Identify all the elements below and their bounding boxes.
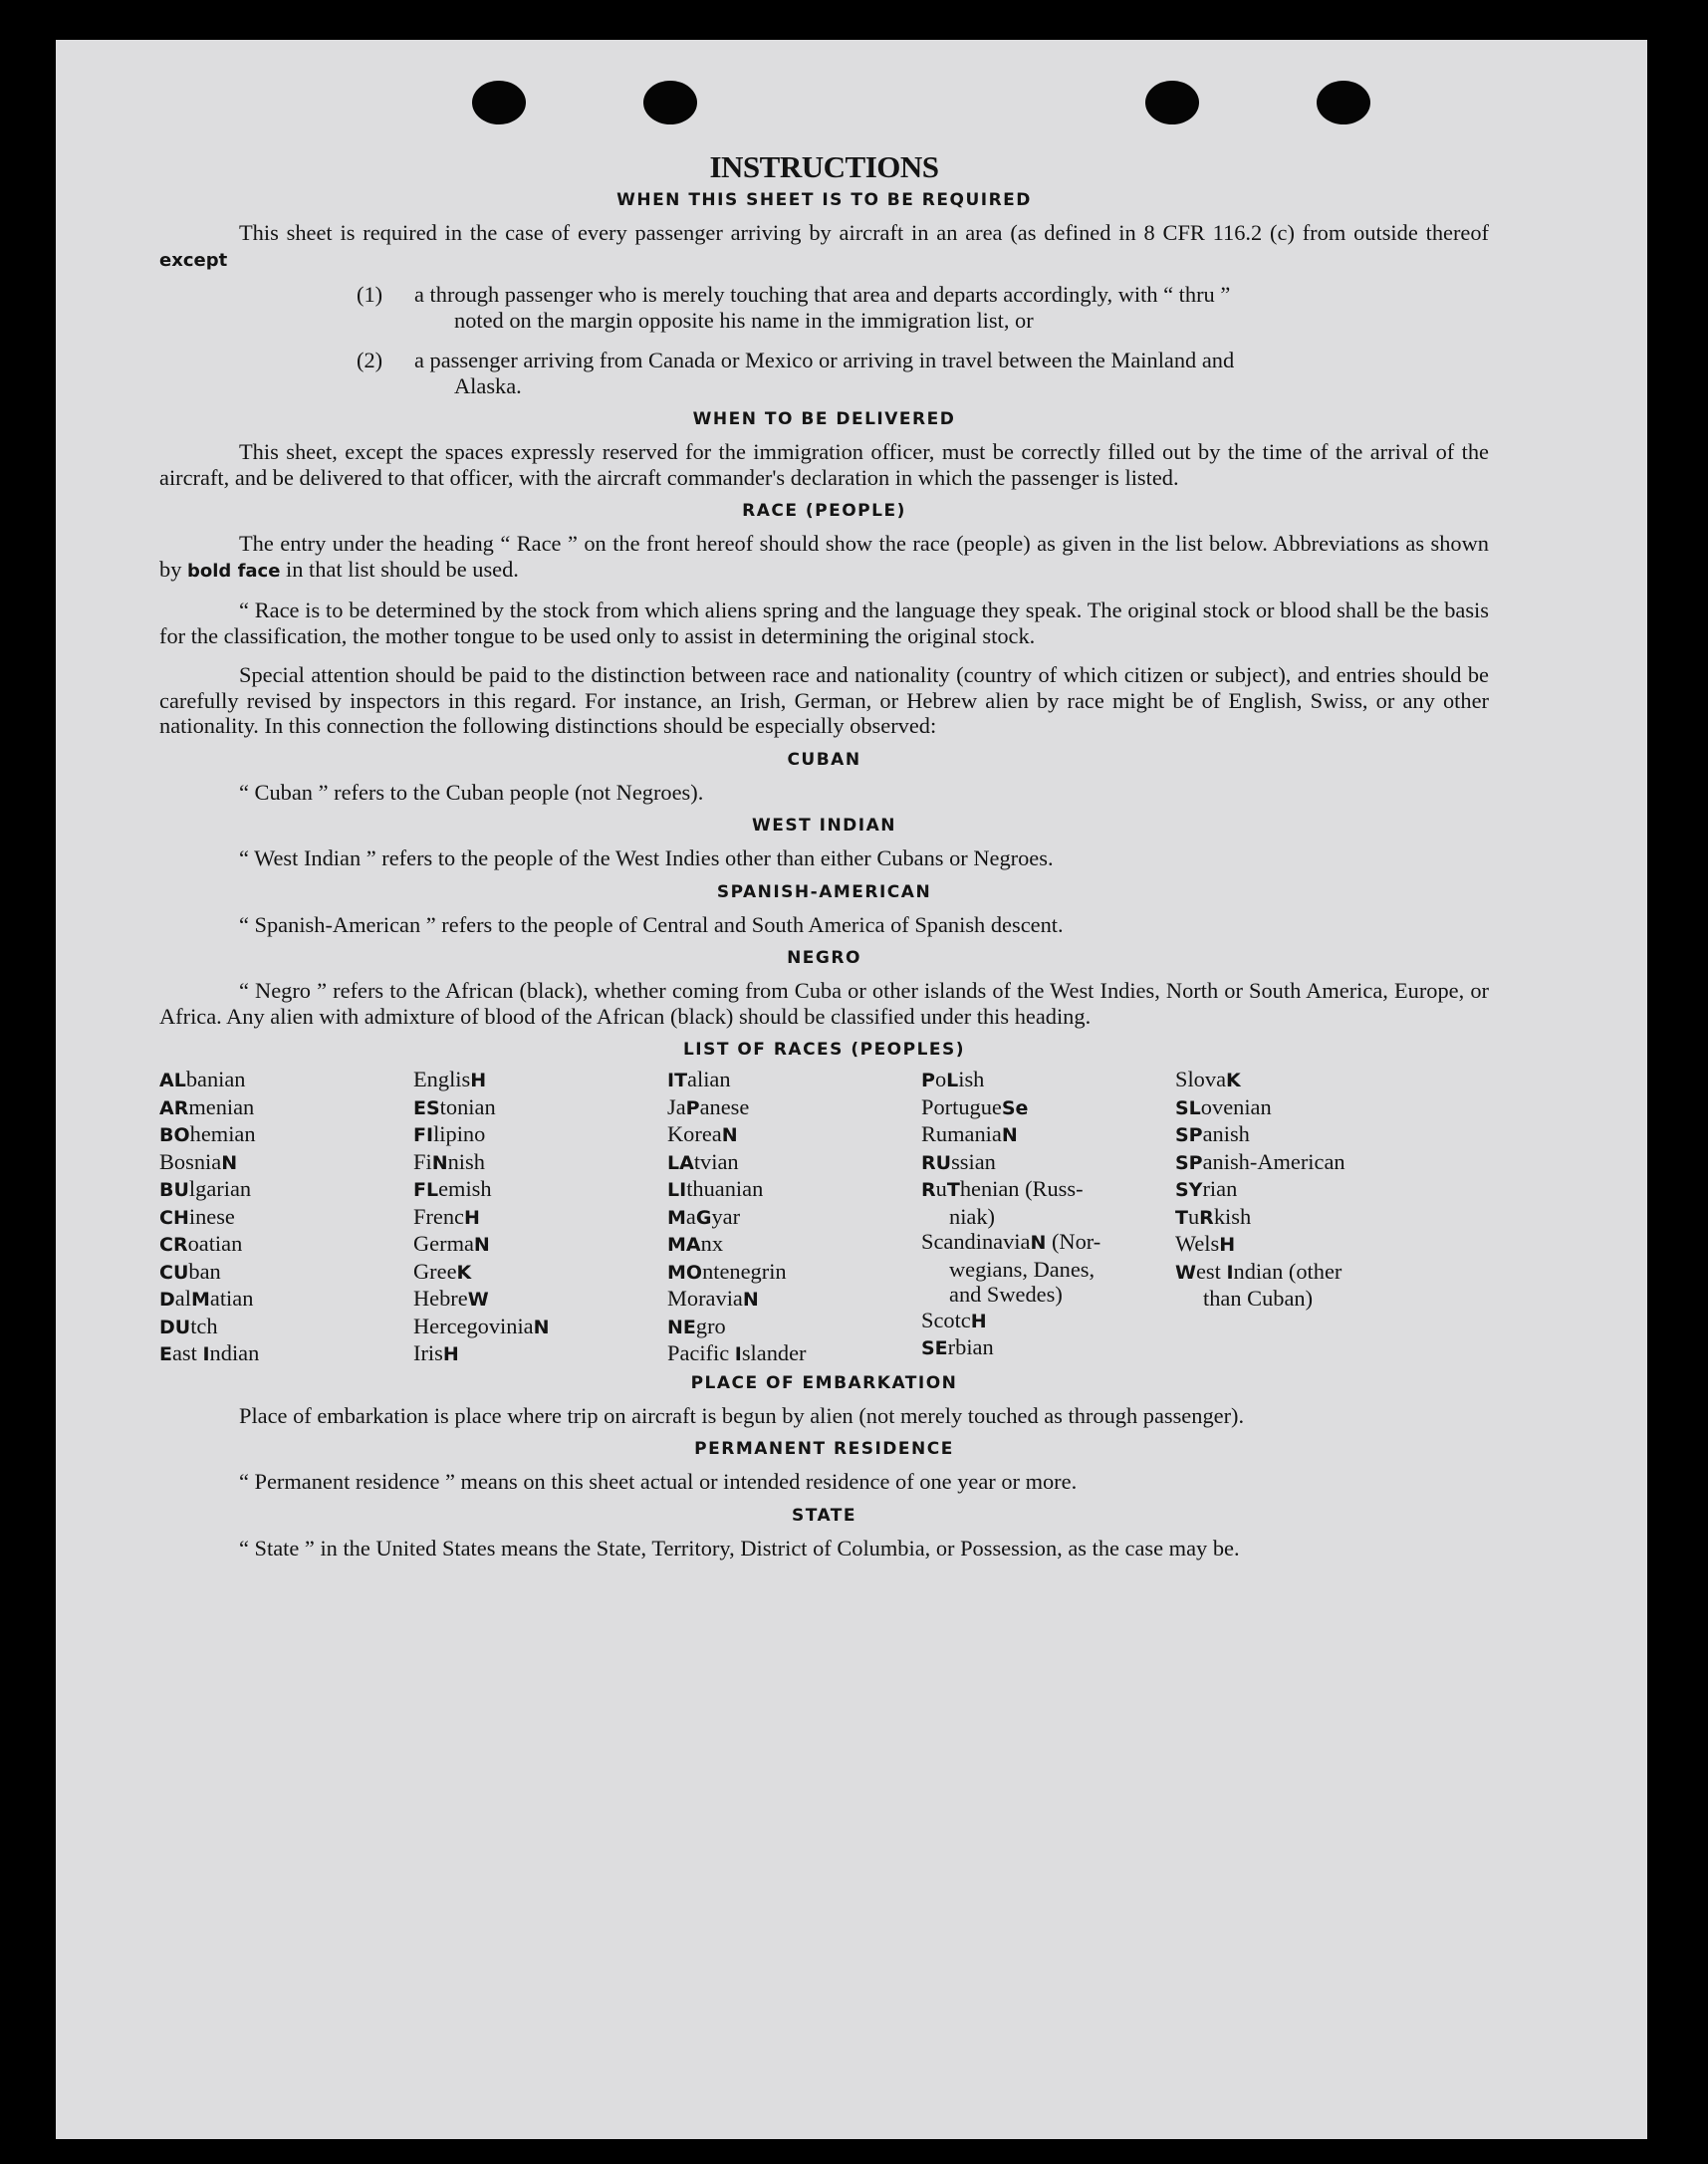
race-text: emish (438, 1176, 492, 1201)
abbreviation: P (921, 1070, 935, 1091)
race-entry (1175, 1121, 1429, 1149)
abbreviation: H (970, 1310, 987, 1332)
race-entry (159, 1286, 413, 1314)
abbreviation: LI (667, 1179, 687, 1201)
race-text: tonian (439, 1093, 496, 1119)
abbreviation: LA (667, 1151, 694, 1174)
race-entry (667, 1231, 921, 1259)
race-entry (667, 1094, 921, 1122)
race-entry (921, 1094, 1175, 1122)
residence-text: “ Permanent residence ” means on this sheet actual or intended residence of one year or more. (239, 1469, 1078, 1494)
race-entry (413, 1094, 667, 1122)
heading-state: STATE (791, 1505, 857, 1526)
abbreviation: N (1001, 1124, 1018, 1146)
except-bold: except (159, 249, 228, 271)
race-text: tvian (693, 1148, 739, 1174)
abbreviation: SP (1175, 1124, 1203, 1146)
race-entry (159, 1231, 413, 1259)
race-entry (667, 1121, 921, 1149)
race-text: est (1195, 1258, 1227, 1284)
abbreviation: M (667, 1206, 686, 1229)
abbreviation: D (159, 1289, 175, 1311)
race-text: Hercegovinia (413, 1313, 534, 1338)
race-text: menian (188, 1093, 255, 1119)
race-text: slander (741, 1340, 807, 1365)
race-text: Iris (413, 1340, 443, 1365)
abbreviation: H (442, 1343, 459, 1365)
races-column (159, 1067, 413, 1368)
abbreviation: L (946, 1070, 959, 1091)
race-entry (159, 1204, 413, 1232)
heading-list-of-races: LIST OF RACES (PEOPLES) (682, 1040, 966, 1060)
race-entry (921, 1176, 1175, 1204)
page-title: INSTRUCTIONS (709, 149, 939, 184)
races-column (1175, 1067, 1429, 1368)
abbreviation: R (1199, 1206, 1214, 1229)
race-text: ish (958, 1067, 985, 1091)
race-text: henian (Russ- (959, 1176, 1084, 1201)
race-entry (413, 1149, 667, 1177)
abbreviation: CU (159, 1261, 189, 1284)
race-entry (667, 1176, 921, 1204)
race-text: Moravia (667, 1286, 743, 1311)
race-text: inese (188, 1203, 235, 1229)
abbreviation: T (946, 1179, 960, 1201)
race-entry (1175, 1176, 1429, 1204)
abbreviation: H (463, 1206, 480, 1229)
abbreviation: K (1226, 1070, 1241, 1091)
heading-residence: PERMANENT RESIDENCE (694, 1439, 954, 1459)
races-column (667, 1067, 921, 1368)
abbreviation: M (190, 1289, 210, 1311)
race-entry (413, 1121, 667, 1149)
race-entry (159, 1259, 413, 1287)
race-paragraph-1: The entry under the heading “ Race ” on the front hereof should show the race (people) as given in the list below. Abbreviations as shown by bold face in that list should be used. (159, 531, 1489, 582)
abbreviation: P (685, 1096, 700, 1119)
instructions-content (159, 147, 1489, 1561)
race-text: Englis (413, 1067, 471, 1091)
race-entry (1175, 1094, 1429, 1122)
race-entry (921, 1204, 1175, 1230)
race-text: and Swedes) (949, 1282, 1063, 1307)
abbreviation: NE (667, 1316, 696, 1338)
race-text: ndian (209, 1340, 260, 1365)
race-text: al (174, 1286, 191, 1311)
heading-embarkation: PLACE OF EMBARKATION (690, 1372, 958, 1393)
abbreviation: SP (1175, 1151, 1203, 1174)
race-entry (1175, 1067, 1429, 1094)
race-entry (921, 1257, 1175, 1283)
race-entry (159, 1067, 413, 1094)
abbreviation: N (1030, 1232, 1047, 1254)
race-entry (413, 1314, 667, 1341)
abbreviation: MO (667, 1261, 703, 1284)
race-text: niak) (949, 1203, 996, 1229)
abbreviation: RU (921, 1151, 952, 1174)
abbreviation: I (1226, 1261, 1234, 1284)
abbreviation: SL (1175, 1096, 1201, 1119)
race-text: anish-American (1202, 1148, 1345, 1174)
races-column (413, 1067, 667, 1368)
race-paragraph-2: “ Race is to be determined by the stock from which aliens spring and the language they speak. The original stock or blood shall be the basis for the classification, the mother tongue to be used only to assist in determining the original stock. (159, 598, 1489, 648)
race-entry (1175, 1231, 1429, 1259)
required-intro: This sheet is required in the case of every passenger arriving by aircraft in an area (as defined in 8 CFR 116.2 (c) from outside thereof except (159, 220, 1489, 271)
abbreviation: SE (921, 1337, 948, 1359)
race-text: hemian (189, 1121, 256, 1146)
abbreviation: E (159, 1343, 172, 1365)
race-text: alian (687, 1067, 731, 1091)
list-item: (1) a through passenger who is merely touching that area and departs accordingly, with “ thru ” noted on the margin opposite his name in the immigration list, or (357, 282, 1231, 333)
race-text: Slova (1175, 1067, 1227, 1091)
race-text: thuanian (686, 1176, 764, 1201)
race-entry (921, 1334, 1175, 1362)
abbreviation: K (456, 1261, 472, 1284)
race-entry (413, 1204, 667, 1232)
race-text: ssian (951, 1148, 996, 1174)
race-text: Hebre (413, 1286, 468, 1311)
race-text: Germa (413, 1231, 474, 1256)
abbreviation: I (734, 1343, 742, 1365)
abbreviation: H (1219, 1234, 1236, 1256)
abbreviation: ES (413, 1096, 440, 1119)
west-indian-text: “ West Indian ” refers to the people of the West Indies other than either Cubans or Negroes. (239, 845, 1054, 870)
race-entry (667, 1067, 921, 1094)
heading-negro: NEGRO (787, 948, 861, 968)
abbreviation: DU (159, 1316, 191, 1338)
race-text: wegians, Danes, (949, 1256, 1096, 1282)
race-text: ndian (other (1233, 1258, 1342, 1284)
race-entry (667, 1149, 921, 1177)
race-entry (159, 1121, 413, 1149)
heading-spanish-american: SPANISH-AMERICAN (716, 881, 932, 902)
race-entry (413, 1231, 667, 1259)
heading-race: RACE (PEOPLE) (742, 501, 906, 521)
race-entry (413, 1340, 667, 1368)
race-entry (1175, 1259, 1429, 1287)
abbreviation: AL (159, 1070, 186, 1091)
race-text: banian (185, 1067, 246, 1091)
race-text: (Nor- (1046, 1229, 1101, 1254)
punch-hole (1145, 81, 1199, 124)
abbreviation: N (473, 1234, 490, 1256)
race-entry (667, 1286, 921, 1314)
abbreviation: FI (413, 1124, 434, 1146)
abbreviation: CR (159, 1234, 188, 1256)
race-entry (667, 1259, 921, 1287)
spanish-american-text: “ Spanish-American ” refers to the people of Central and South America of Spanish descent. (239, 911, 1064, 937)
race-entry (921, 1067, 1175, 1094)
race-entry (921, 1149, 1175, 1177)
negro-text: “ Negro ” refers to the African (black), whether coming from Cuba or other islands of the West Indies, North or South America, Europe, or Africa. Any alien with admixture of blood of the African (black) should be classified under this heading. (159, 978, 1489, 1029)
race-paragraph-3: Special attention should be paid to the distinction between race and nationality (country of which citizen or subject), and entries should be carefully revised by inspectors in this regard. For instance, an Irish, German, or Hebrew alien by race might be of English, Swiss, or any other nationality. In this connection the following distinctions should be especially observed: (159, 662, 1489, 738)
race-entry (159, 1314, 413, 1341)
race-text: u (935, 1176, 947, 1201)
race-text: ovenian (1200, 1093, 1272, 1119)
heading-required: WHEN THIS SHEET IS TO BE REQUIRED (616, 190, 1032, 210)
race-entry (667, 1340, 921, 1368)
abbreviation: H (470, 1070, 487, 1091)
abbreviation: MA (667, 1234, 701, 1256)
race-text: yar (711, 1203, 741, 1229)
race-text: than Cuban) (1203, 1286, 1314, 1311)
race-text: lipino (433, 1121, 486, 1146)
punch-hole (643, 81, 697, 124)
abbreviation: N (721, 1124, 738, 1146)
race-text: kish (1213, 1203, 1252, 1229)
race-text: Scotc (921, 1307, 971, 1332)
race-entry (159, 1176, 413, 1204)
race-text: a (685, 1203, 696, 1229)
race-entry (159, 1340, 413, 1368)
race-text: Fi (413, 1148, 432, 1174)
race-text: rbian (947, 1334, 994, 1359)
race-entry (921, 1121, 1175, 1149)
race-text: ast (171, 1340, 203, 1365)
abbreviation: W (467, 1289, 489, 1311)
state-text: “ State ” in the United States means the State, Territory, District of Columbia, or Possession, as the case may be. (239, 1535, 1240, 1561)
bold-face-sample: bold face (187, 560, 281, 582)
race-entry (921, 1229, 1175, 1257)
race-entry (1175, 1286, 1429, 1312)
punch-hole (1317, 81, 1370, 124)
delivered-text: This sheet, except the spaces expressly reserved for the immigration officer, must be correctly filled out by the time of the arrival of the aircraft, and be delivered to that officer, with the aircraft commander's declaration in which the passenger is listed. (159, 439, 1489, 490)
race-text: atian (209, 1286, 254, 1311)
abbreviation: R (921, 1179, 936, 1201)
race-entry (413, 1176, 667, 1204)
heading-delivered: WHEN TO BE DELIVERED (692, 409, 956, 429)
race-entry (159, 1149, 413, 1177)
race-text: Frenc (413, 1203, 464, 1229)
race-text: lgarian (188, 1176, 252, 1201)
heading-west-indian: WEST INDIAN (752, 816, 896, 836)
abbreviation: SY (1175, 1179, 1203, 1201)
cuban-text: “ Cuban ” refers to the Cuban people (not Negroes). (239, 779, 704, 805)
race-entry (413, 1067, 667, 1094)
race-entry (921, 1282, 1175, 1308)
race-text: u (1187, 1203, 1200, 1229)
abbreviation: N (431, 1151, 448, 1174)
race-text: ntenegrin (702, 1258, 787, 1284)
race-entry (1175, 1204, 1429, 1232)
abbreviation: FL (413, 1179, 439, 1201)
embarkation-text: Place of embarkation is place where trip on aircraft is begun by alien (not merely touched as through passenger). (239, 1402, 1245, 1428)
race-text: rian (1202, 1176, 1238, 1201)
race-text: Ja (667, 1093, 686, 1119)
race-text: anish (1202, 1121, 1250, 1146)
abbreviation: W (1175, 1261, 1196, 1284)
heading-cuban: CUBAN (787, 749, 861, 770)
race-text: o (934, 1067, 947, 1091)
race-text: ban (188, 1258, 221, 1284)
race-entry (1175, 1149, 1429, 1177)
abbreviation: BO (159, 1124, 190, 1146)
race-text: Wels (1175, 1231, 1220, 1256)
race-text: Portugue (921, 1093, 1002, 1119)
abbreviation: I (202, 1343, 210, 1365)
abbreviation: N (221, 1151, 238, 1174)
race-text: nx (700, 1231, 724, 1256)
race-text: nish (447, 1148, 485, 1174)
abbreviation: AR (159, 1096, 189, 1119)
race-entry (413, 1286, 667, 1314)
race-entry (667, 1204, 921, 1232)
abbreviation: T (1175, 1206, 1188, 1229)
race-text: Bosnia (159, 1148, 222, 1174)
race-entry (413, 1259, 667, 1287)
race-text: Rumania (921, 1121, 1002, 1146)
races-column (921, 1067, 1175, 1368)
race-text: tch (190, 1313, 218, 1338)
race-entry (921, 1308, 1175, 1335)
race-text: Gree (413, 1258, 457, 1284)
abbreviation: BU (159, 1179, 189, 1201)
race-text: gro (695, 1313, 726, 1338)
race-text: oatian (187, 1231, 243, 1256)
abbreviation: N (533, 1316, 550, 1338)
races-list (159, 1067, 1489, 1368)
race-entry (159, 1094, 413, 1122)
abbreviation: IT (667, 1070, 688, 1091)
race-text: Pacific (667, 1340, 735, 1365)
race-text: Korea (667, 1121, 722, 1146)
punch-hole (472, 81, 526, 124)
abbreviation: CH (159, 1206, 189, 1229)
list-item: (2) a passenger arriving from Canada or Mexico or arriving in travel between the Mainland and Alaska. (357, 348, 1235, 398)
abbreviation: G (695, 1206, 712, 1229)
race-entry (667, 1314, 921, 1341)
abbreviation: N (742, 1289, 759, 1311)
abbreviation: Se (1001, 1096, 1029, 1119)
race-text: Scandinavia (921, 1229, 1031, 1254)
race-text: anese (699, 1093, 750, 1119)
